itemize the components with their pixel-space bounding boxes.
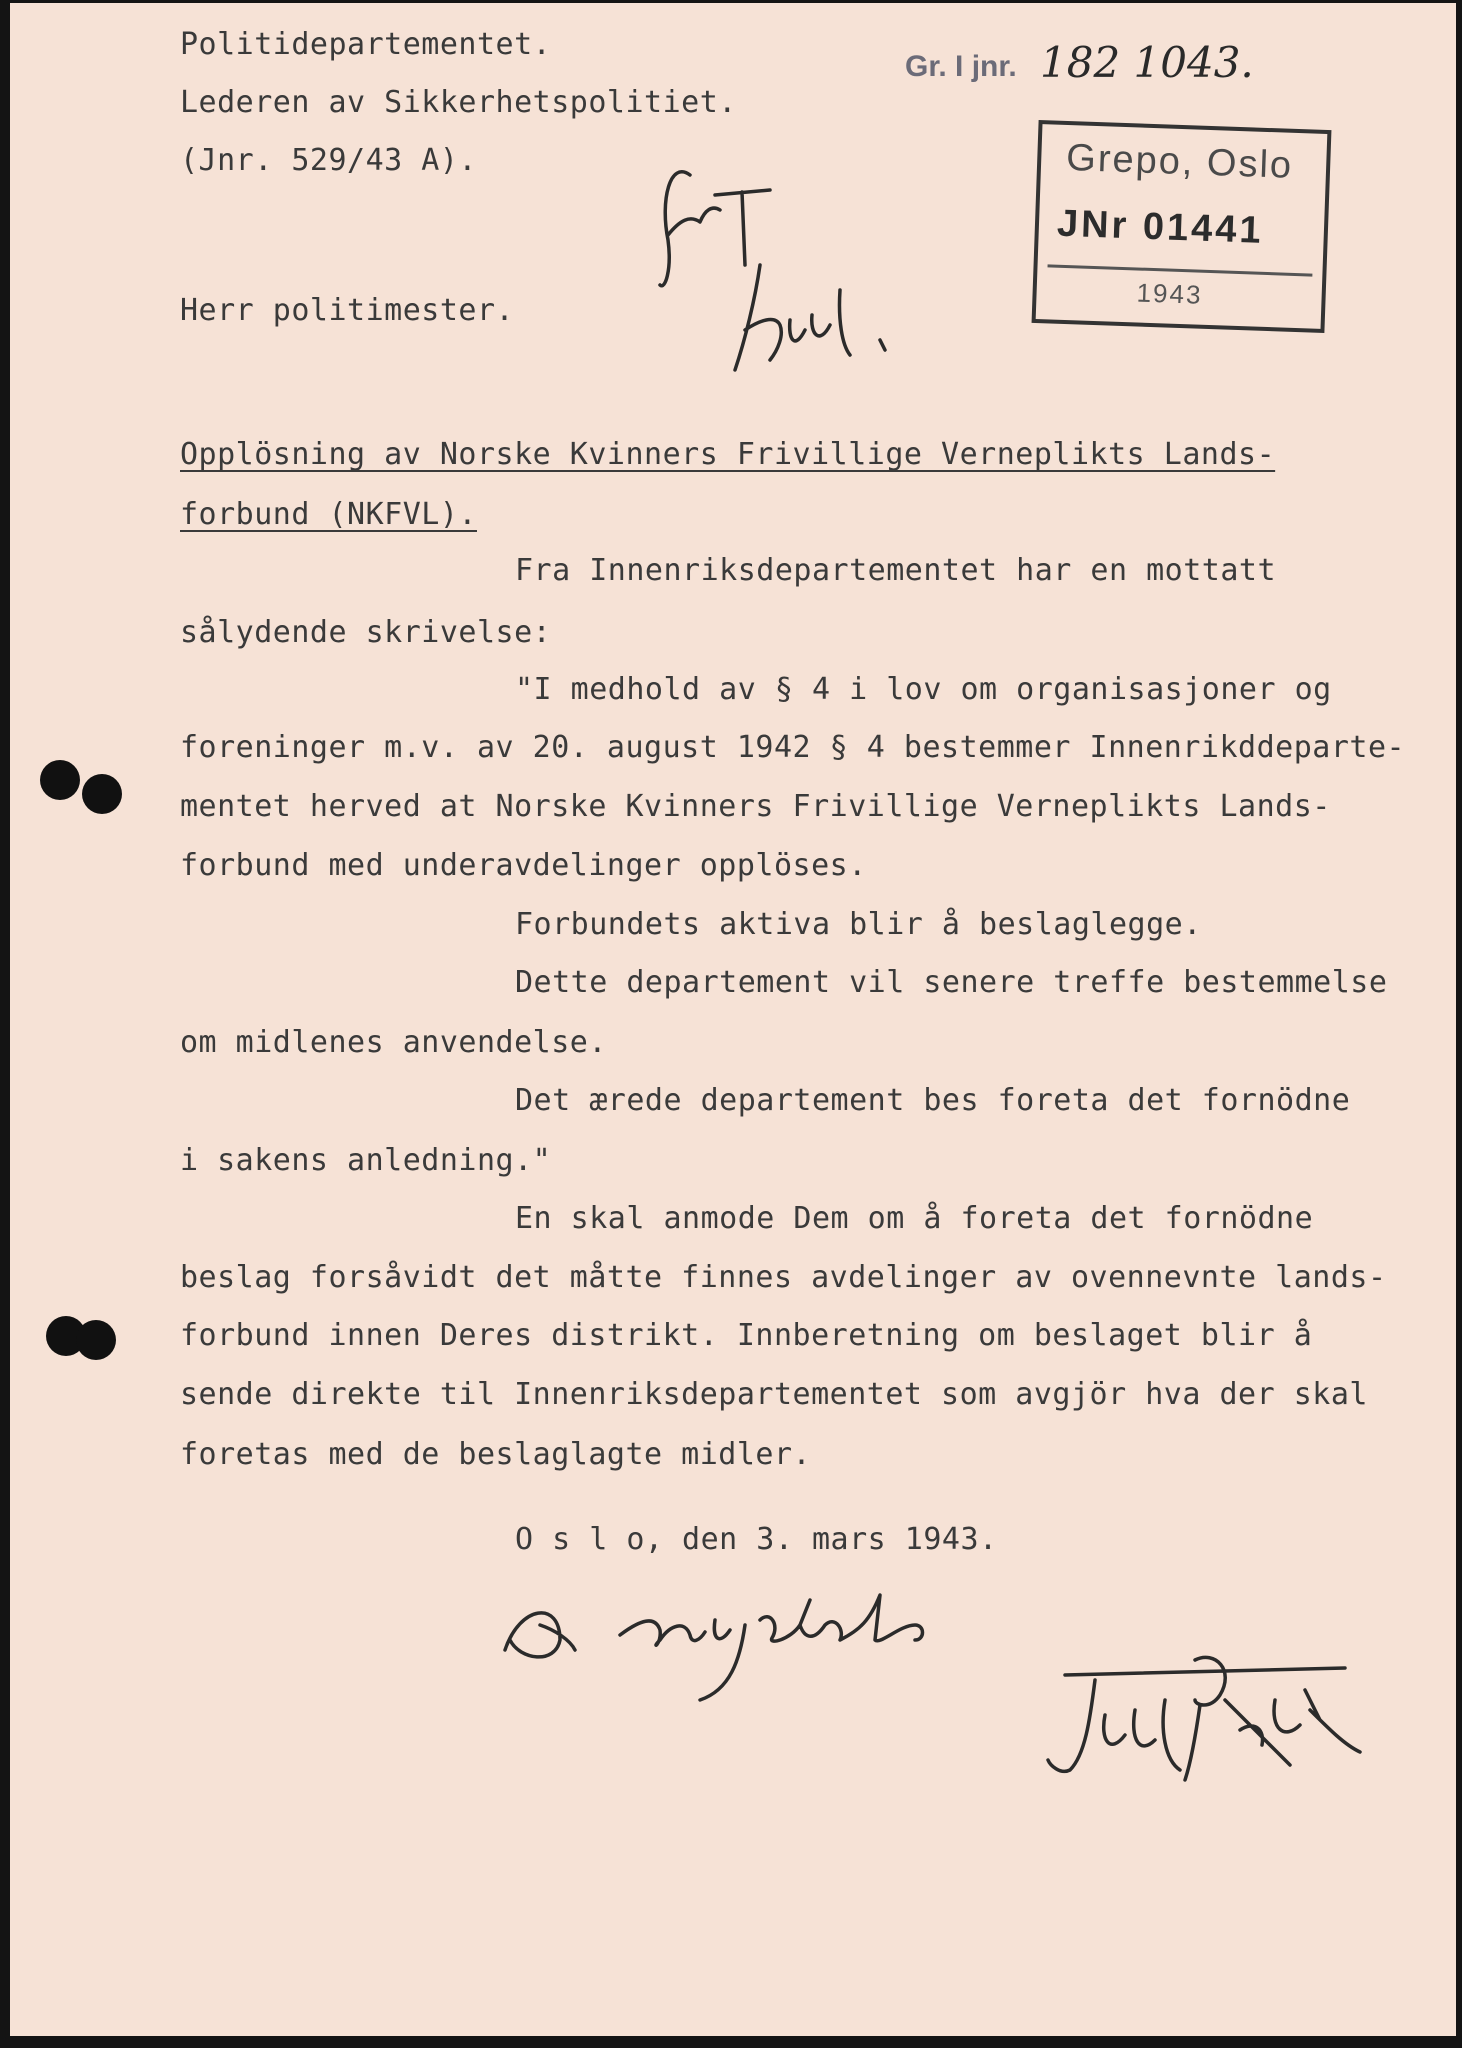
registry-handwritten xyxy=(1040,38,1254,87)
body-line-14: forbund innen Deres distrikt. Innberetning om beslaget blir å xyxy=(180,1318,1313,1353)
date-line: O s l o, den 3. mars 1943. xyxy=(515,1522,998,1557)
body-line-4: foreninger m.v. av 20. august 1942 § 4 bestemmer Innenrikddeparte- xyxy=(180,730,1406,765)
body-line-16: foretas med de beslaglagte midler. xyxy=(180,1437,812,1472)
handwritten-mark-hurl xyxy=(735,265,885,370)
body-line-13: beslag forsåvidt det måtte finnes avdelinger av ovennevnte lands- xyxy=(180,1260,1387,1295)
registry-printed-label: Gr. I jnr. xyxy=(905,50,1017,83)
subject-line-1: Opplösning av Norske Kvinners Frivillige Verneplikts Lands- xyxy=(180,437,1276,472)
body-line-7: Forbundets aktiva blir å beslaglegge. xyxy=(515,907,1202,942)
body-line-11: i sakens anledning." xyxy=(180,1143,552,1178)
body-line-1: Fra Innenriksdepartementet har en mottatt xyxy=(515,553,1277,588)
punch-hole-lower-right xyxy=(76,1320,116,1360)
signature-left-strokes xyxy=(505,1595,923,1700)
registry-number: 182 xyxy=(1040,38,1121,87)
body-line-3: "I medhold av § 4 i lov om organisasjoner og xyxy=(515,672,1332,707)
salutation: Herr politimester. xyxy=(180,293,515,328)
body-line-10: Det ærede departement bes foreta det fornödne xyxy=(515,1083,1351,1118)
body-line-12: En skal anmode Dem om å foreta det fornödne xyxy=(515,1201,1314,1236)
header-department: Politidepartementet. xyxy=(180,27,552,62)
handwritten-mark-i xyxy=(715,190,770,265)
body-line-9: om midlenes anvendelse. xyxy=(180,1025,607,1060)
handwritten-mark-gr xyxy=(660,172,720,286)
subject-line-2: forbund (NKFVL). xyxy=(180,497,477,532)
stamp-divider xyxy=(1047,264,1312,276)
header-journal-number: (Jnr. 529/43 A). xyxy=(180,143,477,178)
stamp-office: Grepo, Oslo xyxy=(1065,136,1294,187)
body-line-5: mentet herved at Norske Kvinners Frivillige Verneplikts Lands- xyxy=(180,789,1331,824)
registry-stamp xyxy=(1032,120,1332,333)
body-line-8: Dette departement vil senere treffe bestemmelse xyxy=(515,965,1388,1000)
stamp-journal-number: JNr 01441 xyxy=(1056,202,1265,252)
body-line-15: sende direkte til Innenriksdepartementet som avgjör hva der skal xyxy=(180,1377,1368,1412)
registry-year: 1043. xyxy=(1133,38,1254,87)
punch-hole-upper-right xyxy=(82,774,122,814)
signature-right-strokes xyxy=(1048,1657,1360,1780)
stamp-year: 1943 xyxy=(1136,277,1203,310)
header-leader: Lederen av Sikkerhetspolitiet. xyxy=(180,85,737,120)
punch-hole-upper-left xyxy=(40,760,80,800)
body-line-2: sålydende skrivelse: xyxy=(180,615,552,650)
body-line-6: forbund med underavdelinger opplöses. xyxy=(180,848,867,883)
